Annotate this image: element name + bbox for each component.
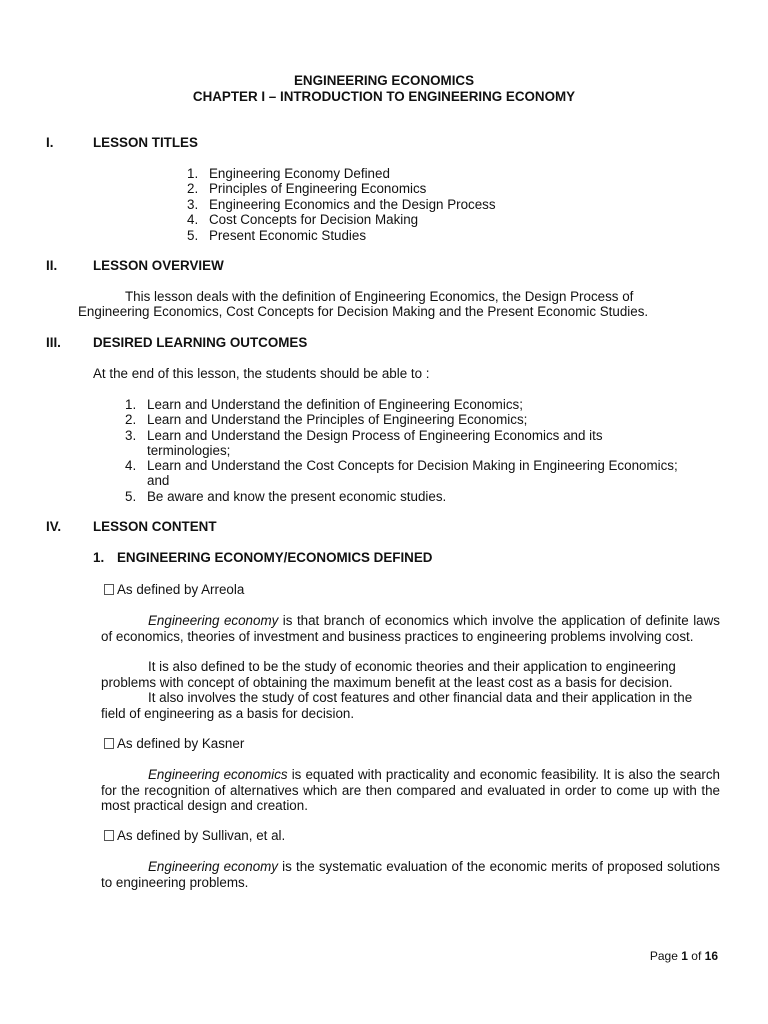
section-1-heading: LESSON TITLES [93, 135, 198, 150]
list-item-text: Learn and Understand the definition of Engineering Economics; [147, 397, 523, 412]
list-item [187, 212, 418, 228]
section-4-heading: LESSON CONTENT [93, 519, 217, 534]
list-item-text: Present Economic Studies [209, 228, 367, 243]
list-item [125, 458, 678, 474]
definition-source: As defined by Kasner [117, 736, 245, 751]
subsection-number: 1. [93, 550, 105, 565]
section-3-heading: DESIRED LEARNING OUTCOMES [93, 335, 308, 350]
document-title: ENGINEERING ECONOMICS [293, 73, 475, 88]
list-item-number: 5. [125, 489, 137, 504]
definition-label [104, 736, 244, 752]
list-item-text: Be aware and know the present economic studies. [147, 489, 447, 504]
list-item [125, 397, 523, 413]
checkbox-glyph-icon [104, 830, 114, 841]
list-item [125, 412, 527, 428]
definition-text: It is also defined to be the study of economic theories and their application to engineering problems with concept of obtaining the maximum benefit at the least cost as a basis for decision. [101, 659, 676, 690]
page-number [650, 949, 718, 965]
section-4-number: IV. [46, 519, 62, 534]
definition-paragraph [101, 767, 720, 814]
list-item-text: Engineering Economics and the Design Process [209, 197, 496, 212]
list-item [125, 428, 603, 444]
definition-paragraph [101, 690, 720, 721]
definition-label [104, 828, 285, 844]
definition-paragraph [101, 859, 720, 890]
list-item-text: Learn and Understand the Cost Concepts for Decision Making in Engineering Economics; [147, 458, 678, 473]
definition-source: As defined by Sullivan, et al. [117, 828, 286, 843]
list-item-number: 1. [125, 397, 137, 412]
of-word: of [691, 949, 702, 963]
defined-term: Engineering economics [148, 767, 288, 782]
list-item-number: 2. [125, 412, 137, 427]
definition-text: is equated with practicality and economic feasibility. It is also the search for the recognition of alternatives which are then compared and evaluated in order to come up with the most practical design and creation. [101, 767, 720, 814]
definition-paragraph [101, 659, 720, 690]
list-item [125, 489, 446, 505]
section-3-number: III. [46, 335, 61, 350]
checkbox-glyph-icon [104, 584, 114, 595]
subsection-heading [93, 550, 432, 566]
definition-paragraph [101, 613, 720, 644]
list-item [187, 181, 426, 197]
list-item [187, 166, 390, 182]
list-item-number: 1. [187, 166, 199, 181]
list-item-text: Cost Concepts for Decision Making [209, 212, 419, 227]
page-word: Page [649, 949, 678, 963]
section-2-heading: LESSON OVERVIEW [93, 258, 224, 273]
list-item-number: 2. [187, 181, 199, 196]
list-item-number: 4. [187, 212, 199, 227]
list-item-continuation: terminologies; [147, 443, 231, 458]
list-item-number: 4. [125, 458, 137, 473]
section-2-number: II. [46, 258, 58, 273]
defined-term: Engineering economy [148, 613, 279, 628]
list-item-number: 3. [125, 428, 137, 443]
chapter-title: CHAPTER I – INTRODUCTION TO ENGINEERING ECONOMY [192, 89, 576, 104]
list-item-text: Principles of Engineering Economics [209, 181, 427, 196]
current-page: 1 [681, 949, 688, 963]
definition-text: It also involves the study of cost features and other financial data and their application in the field of engineering as a basis for decision. [101, 690, 693, 721]
outcomes-intro: At the end of this lesson, the students should be able to : [93, 366, 430, 381]
defined-term: Engineering economy [148, 859, 278, 874]
definition-text: is that branch of economics which involve the application of definite laws of economics, theories of investment and business practices to engineering problems involving cost. [101, 613, 720, 644]
section-1-number: I. [46, 135, 54, 150]
list-item [187, 197, 496, 213]
list-item-number: 3. [187, 197, 199, 212]
list-item [187, 228, 366, 244]
list-item-number: 5. [187, 228, 199, 243]
list-item-text: Engineering Economy Defined [209, 166, 390, 181]
list-item-continuation: and [147, 473, 170, 488]
list-item-text: Learn and Understand the Principles of Engineering Economics; [147, 412, 528, 427]
checkbox-glyph-icon [104, 738, 114, 749]
total-pages: 16 [704, 949, 718, 963]
overview-line-2: Engineering Economics, Cost Concepts for Decision Making and the Present Economic Studies. [78, 304, 649, 319]
overview-line-1: This lesson deals with the definition of Engineering Economics, the Design Process of [125, 289, 634, 304]
list-item-text: Learn and Understand the Design Process of Engineering Economics and its [147, 428, 603, 443]
subsection-title: ENGINEERING ECONOMY/ECONOMICS DEFINED [117, 550, 433, 565]
definition-source: As defined by Arreola [117, 582, 245, 597]
definition-text: is the systematic evaluation of the economic merits of proposed solutions to engineering problems. [101, 859, 721, 890]
definition-label [104, 582, 244, 598]
